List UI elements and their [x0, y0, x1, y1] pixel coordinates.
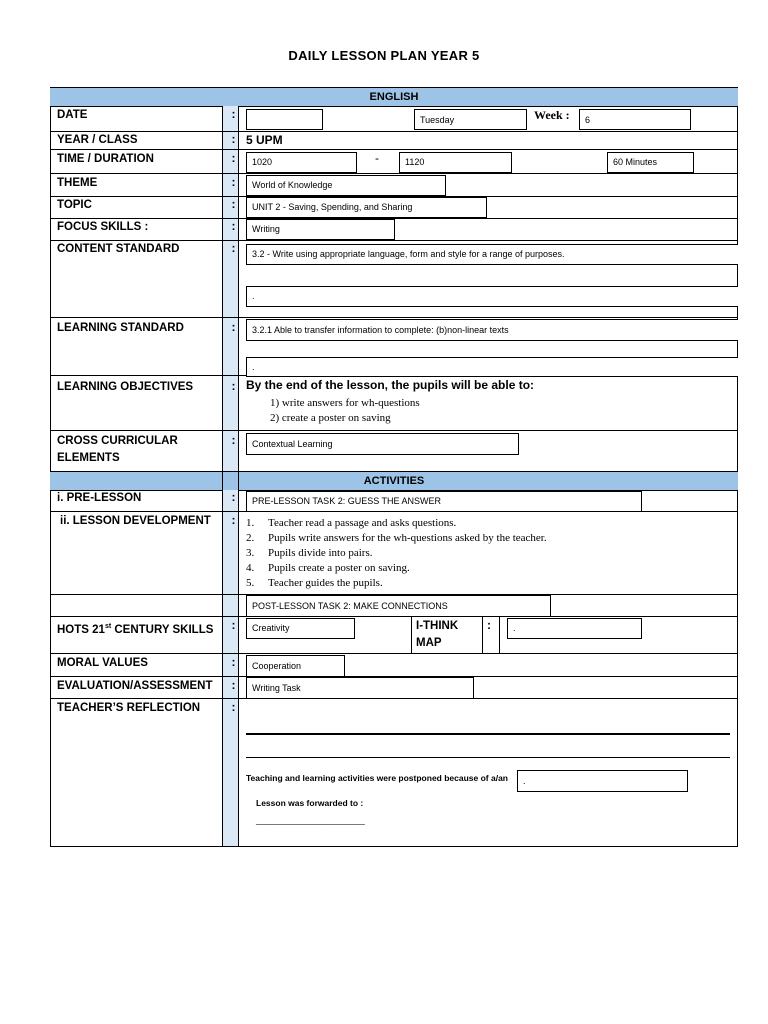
end-time-field[interactable]: 1120: [399, 152, 512, 173]
pre-lesson-label: i. PRE-LESSON: [57, 492, 142, 504]
colon: :: [231, 132, 236, 146]
evaluation-field[interactable]: Writing Task: [246, 677, 474, 699]
ithink-colon: :: [487, 618, 491, 632]
page-title: DAILY LESSON PLAN YEAR 5: [288, 48, 480, 63]
lesson-step: [246, 531, 547, 546]
start-time-field[interactable]: 1020: [246, 152, 357, 173]
colon: :: [231, 618, 236, 632]
duration-field[interactable]: 60 Minutes: [607, 152, 694, 173]
postponed-reason-field[interactable]: .: [517, 770, 688, 792]
ithink-label-line2: MAP: [416, 637, 442, 649]
cross-curricular-label-line1: CROSS CURRICULAR: [57, 435, 178, 447]
topic-field[interactable]: UNIT 2 - Saving, Spending, and Sharing: [246, 197, 487, 218]
subject-header-text: ENGLISH: [369, 91, 419, 103]
focus-skills-field[interactable]: Writing: [246, 219, 395, 240]
ithink-label-line1: I-THINK: [416, 620, 459, 632]
cross-curricular-label: [57, 433, 178, 467]
row-line: [50, 131, 738, 132]
date-field[interactable]: [246, 109, 323, 130]
theme-label: THEME: [57, 177, 98, 189]
colon: :: [231, 433, 236, 447]
learning-standard-field[interactable]: 3.2.1 Able to transfer information to complete: (b)non-linear texts: [246, 319, 738, 341]
learning-standard-field-2[interactable]: .: [246, 357, 738, 377]
colon: :: [231, 219, 236, 233]
ithink-label: [416, 618, 458, 652]
year-class-label: YEAR / CLASS: [57, 134, 138, 146]
colon: :: [231, 151, 236, 165]
cross-curricular-label-line2: ELEMENTS: [57, 452, 120, 464]
objective-item: 1) write answers for wh-questions: [270, 397, 420, 409]
row-line: [50, 653, 738, 654]
learning-objectives-label: LEARNING OBJECTIVES: [57, 381, 194, 393]
ithink-cell: [499, 616, 500, 654]
content-standard-label: CONTENT STANDARD: [57, 243, 180, 255]
week-field[interactable]: 6: [579, 109, 691, 130]
week-label: Week :: [534, 108, 570, 122]
colon: :: [231, 700, 236, 714]
ithink-cell: [411, 616, 412, 654]
row-line: [50, 317, 738, 318]
colon: :: [231, 175, 236, 189]
row-line: [50, 430, 738, 431]
step-text: Pupils create a poster on saving.: [268, 562, 410, 574]
row-line: [50, 173, 738, 174]
colon: :: [231, 241, 236, 255]
activities-header-text: ACTIVITIES: [363, 475, 425, 487]
colon: :: [231, 490, 236, 504]
step-text: Teacher read a passage and asks questions.: [268, 517, 457, 529]
time-dash: -: [375, 151, 379, 165]
lesson-step: [246, 561, 547, 576]
step-number: 4.: [246, 562, 255, 574]
date-label: DATE: [57, 109, 88, 121]
lesson-step: [246, 546, 547, 561]
evaluation-label: EVALUATION/ASSESSMENT: [57, 680, 213, 692]
colon: :: [231, 678, 236, 692]
reflection-line[interactable]: [246, 733, 730, 735]
step-number: 3.: [246, 547, 255, 559]
colon: :: [231, 379, 236, 393]
post-lesson-field[interactable]: POST-LESSON TASK 2: MAKE CONNECTIONS: [246, 595, 551, 617]
content-standard-field-2[interactable]: .: [246, 286, 738, 307]
lesson-step: [246, 576, 547, 591]
step-text: Pupils divide into pairs.: [268, 547, 373, 559]
topic-label: TOPIC: [57, 199, 92, 211]
colon: :: [231, 107, 236, 121]
lesson-steps: [246, 516, 547, 591]
colon: :: [231, 655, 236, 669]
theme-field[interactable]: World of Knowledge: [246, 175, 446, 196]
colon: :: [231, 197, 236, 211]
reflection-line[interactable]: [246, 757, 730, 758]
step-text: Pupils write answers for the wh-questions asked by the teacher.: [268, 532, 547, 544]
objective-item: 2) create a poster on saving: [270, 412, 391, 424]
content-standard-field[interactable]: 3.2 - Write using appropriate language, form and style for a range of purposes.: [246, 244, 738, 265]
subject-header: [50, 87, 738, 107]
column-divider: [222, 106, 223, 846]
year-class-value: 5 UPM: [246, 133, 283, 147]
moral-values-field[interactable]: Cooperation: [246, 655, 345, 677]
focus-skills-label: FOCUS SKILLS :: [57, 221, 149, 233]
column-divider: [238, 106, 239, 846]
learning-standard-label: LEARNING STANDARD: [57, 322, 184, 334]
step-number: 2.: [246, 532, 255, 544]
time-duration-label: TIME / DURATION: [57, 153, 154, 165]
row-line: [50, 149, 738, 150]
hots-label-prefix: HOTS 21: [57, 623, 105, 636]
lesson-step: [246, 516, 547, 531]
forwarded-line[interactable]: _______________________: [256, 815, 365, 825]
cross-curricular-field[interactable]: Contextual Learning: [246, 433, 519, 455]
hots-label: [57, 618, 213, 639]
postponed-text: Teaching and learning activities were postponed because of a/an: [246, 773, 508, 783]
step-number: 1.: [246, 517, 255, 529]
lesson-plan-table: [50, 87, 738, 847]
lesson-development-label: ii. LESSON DEVELOPMENT: [60, 515, 211, 527]
ithink-field[interactable]: .: [507, 618, 642, 639]
pre-lesson-field[interactable]: PRE-LESSON TASK 2: GUESS THE ANSWER: [246, 491, 642, 512]
reflection-label: TEACHER’S REFLECTION: [57, 702, 201, 714]
hots-label-suffix: CENTURY SKILLS: [111, 623, 214, 636]
step-number: 5.: [246, 577, 255, 589]
hots-field[interactable]: Creativity: [246, 618, 355, 639]
ithink-cell: [482, 616, 483, 654]
moral-values-label: MORAL VALUES: [57, 657, 148, 669]
day-field[interactable]: Tuesday: [414, 109, 527, 130]
activities-header: [50, 471, 738, 491]
colon: :: [231, 320, 236, 334]
forwarded-text: Lesson was forwarded to :: [256, 798, 364, 808]
objectives-intro: By the end of the lesson, the pupils will be able to:: [246, 378, 535, 392]
step-text: Teacher guides the pupils.: [268, 577, 383, 589]
colon: :: [231, 513, 236, 527]
hots-label-sup: st: [104, 623, 112, 630]
